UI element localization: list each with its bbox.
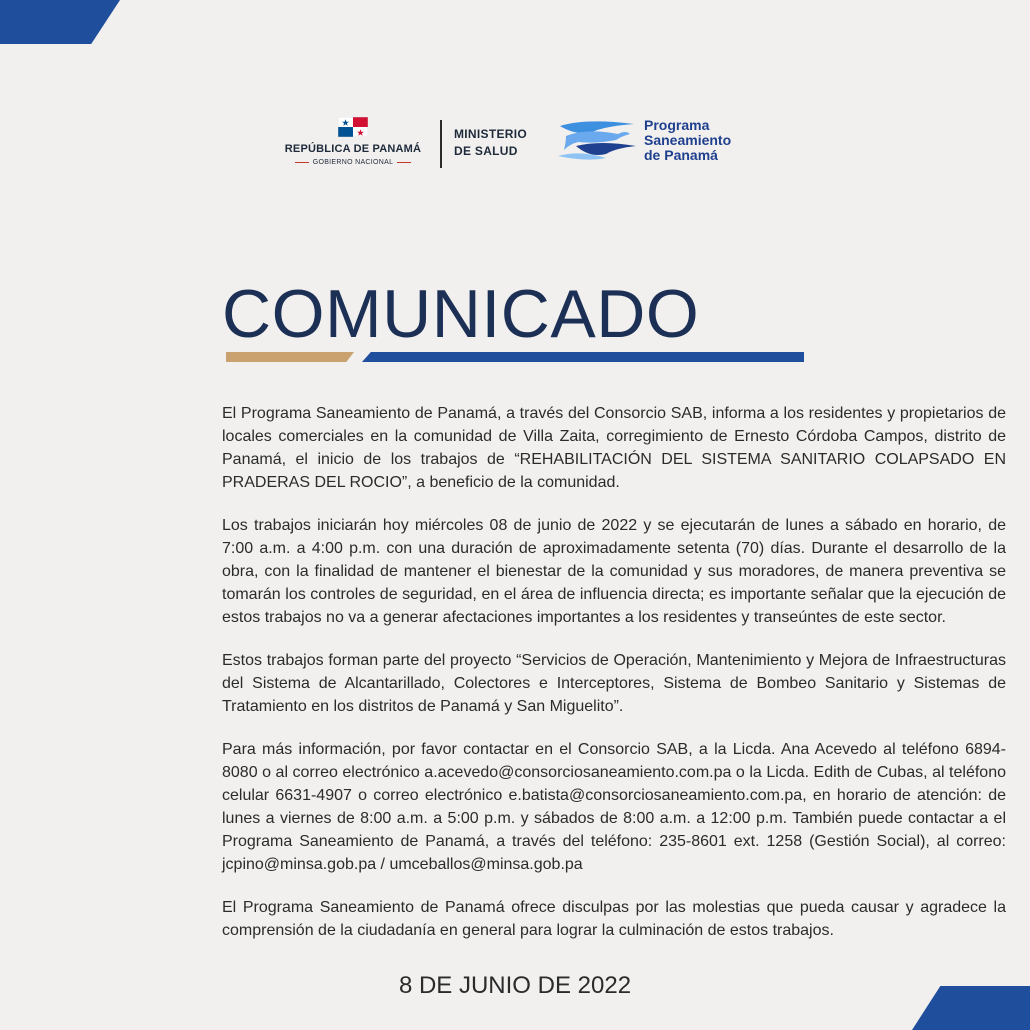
- programa-dolphin-icon: [556, 116, 640, 168]
- programa-line-2: Saneamiento: [644, 132, 732, 148]
- page-title: COMUNICADO: [222, 276, 700, 352]
- header-logos: [278, 112, 778, 176]
- programa-saneamiento-logo: [556, 112, 778, 172]
- programa-text: [644, 118, 731, 163]
- communique-date: 8 DE JUNIO DE 2022: [398, 972, 632, 999]
- republica-subtitle-wrapper: [278, 159, 428, 166]
- ministerio-line-2: DE SALUD: [454, 144, 518, 158]
- paragraph-project: Estos trabajos forman parte del proyecto “Servicios de Operación, Mantenimiento y Mejora de Infraestructuras del Sistema de Alcantarillado, Colectores e Interceptores, Sistema de Bombeo Sanitario y Sistemas de Tratamiento en los distritos de Panamá y San Miguelito”.: [222, 652, 1006, 715]
- panama-flag-icon: [338, 117, 368, 137]
- title-underline-blue: [362, 352, 804, 362]
- subtitle-dash-right: [397, 162, 411, 163]
- republica-logo: [278, 117, 428, 166]
- paragraph-contact: Para más información, por favor contactar en el Consorcio SAB, a la Licda. Ana Acevedo al teléfono 6894-8080 o al correo electrónico a.acevedo@consorciosaneamiento.com.pa o la Licda. Edith de Cubas, al teléfono celular 6631-4907 o correo electrónico e.batista@consorciosaneamiento.com.pa, en horario de atención: de lunes a viernes de 8:00 a.m. a 5:00 p.m. y sábados de 8:00 a.m. a 12:00 p.m. También puede contactar a el Programa Saneamiento de Panamá, a través del teléfono: 235-8601 ext. 1258 (Gestión Social), al correo: jcpino@minsa.gob.pa / umceballos@minsa.gob.pa: [222, 741, 1006, 873]
- republica-title: REPÚBLICA DE PANAMÁ: [284, 143, 422, 155]
- ministerio-logo: [454, 126, 527, 160]
- subtitle-dash-left: [295, 162, 309, 163]
- paragraph-intro: El Programa Saneamiento de Panamá, a través del Consorcio SAB, informa a los residentes y propietarios de locales comerciales en la comunidad de Villa Zaita, corregimiento de Ernesto Córdoba Campos, distrito de Panamá, el inicio de los trabajos de “REHABILITACIÓN DEL SISTEMA SANITARIO COLAPSADO EN PRADERAS DEL ROCIO”, a beneficio de la comunidad.: [222, 405, 1006, 491]
- programa-line-1: Programa: [644, 117, 710, 133]
- paragraph-schedule: Los trabajos iniciarán hoy miércoles 08 de junio de 2022 y se ejecutarán de lunes a sábado en horario, de 7:00 a.m. a 4:00 p.m. con una duración de aproximadamente setenta (70) días. Durante el desarrollo de la obra, con la finalidad de mantener el bienestar de la comunidad y sus moradores, de manera preventiva se tomarán los controles de seguridad, en el área de influencia directa; es importante señalar que la ejecución de estos trabajos no va a generar afectaciones importantes a los residentes y transeúntes de este sector.: [222, 517, 1006, 626]
- logo-divider: [440, 120, 442, 168]
- republica-subtitle: GOBIERNO NACIONAL: [312, 159, 394, 166]
- communique-body: [222, 402, 1006, 962]
- corner-decoration-top-left: [0, 0, 120, 44]
- title-underline-gold: [226, 352, 354, 362]
- ministerio-line-1: MINISTERIO: [454, 127, 528, 141]
- paragraph-apology: El Programa Saneamiento de Panamá ofrece disculpas por las molestias que pueda causar y agradece la comprensión de la ciudadanía en general para lograr la culminación de estos trabajos.: [222, 899, 1006, 939]
- programa-line-3: de Panamá: [644, 147, 718, 163]
